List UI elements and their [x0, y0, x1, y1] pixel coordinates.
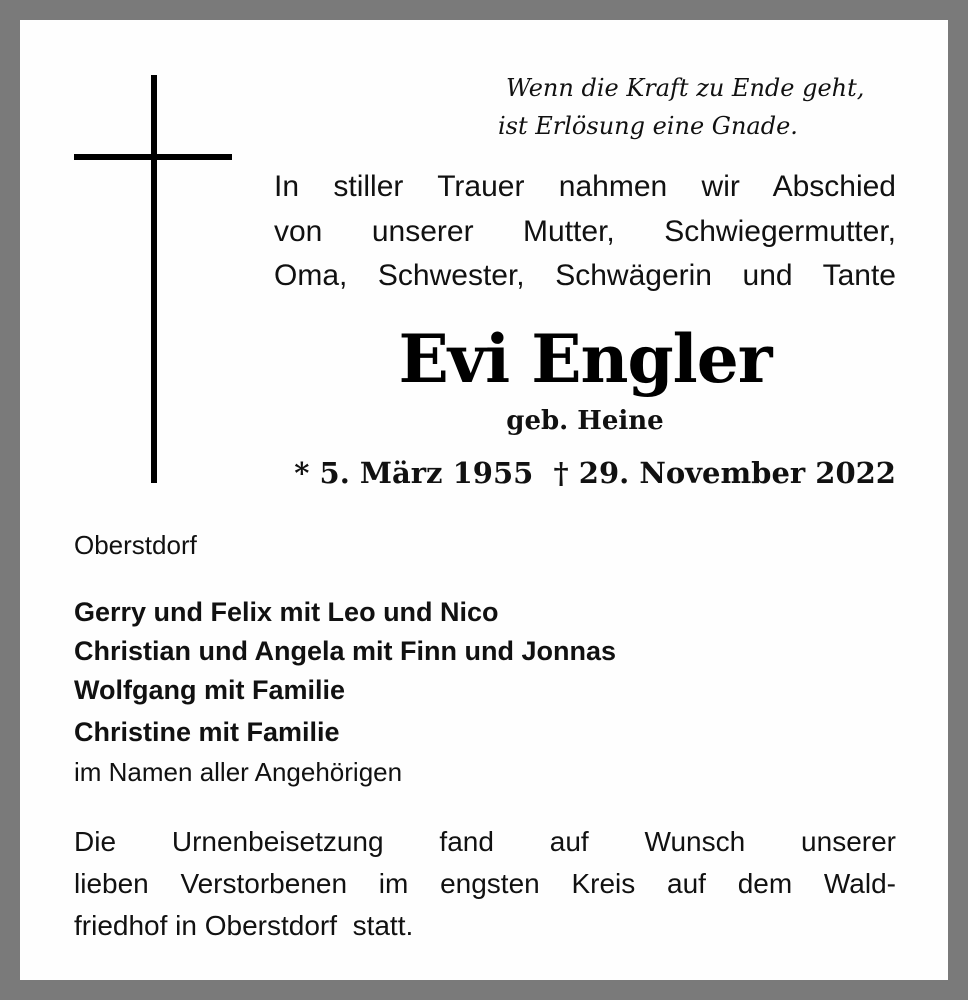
on-behalf-line: im Namen aller Angehörigen	[74, 757, 403, 787]
intro-line-2: von unserer Mutter, Schwiegermutter,	[274, 215, 896, 248]
life-dates: * 5. März 1955 † 29. November 2022	[294, 456, 896, 490]
mourner-line: Christine mit Familie	[74, 717, 340, 747]
motto-line-1: Wenn die Kraft zu Ende geht,	[506, 74, 865, 102]
deceased-name: Evi Engler	[398, 320, 772, 398]
burial-notice-line-1: Die Urnenbeisetzung fand auf Wunsch unserer	[74, 826, 896, 857]
obituary-card	[20, 20, 948, 980]
place: Oberstdorf	[74, 530, 197, 560]
cross-icon	[151, 75, 157, 483]
burial-notice-line-3: friedhof in Oberstdorf statt.	[74, 910, 414, 941]
birth-name: geb. Heine	[506, 406, 664, 436]
cross-icon-bar	[74, 154, 232, 160]
mourner-line: Wolfgang mit Familie	[74, 675, 346, 705]
intro-line-3: Oma, Schwester, Schwägerin und Tante	[274, 259, 896, 292]
mourner-line: Gerry und Felix mit Leo und Nico	[74, 597, 499, 627]
burial-notice-line-2: lieben Verstorbenen im engsten Kreis auf dem Wald-	[74, 868, 896, 899]
motto-line-2: ist Erlösung eine Gnade.	[498, 112, 798, 140]
mourner-line: Christian und Angela mit Finn und Jonnas	[74, 636, 617, 666]
intro-line-1: In stiller Trauer nahmen wir Abschied	[274, 170, 896, 203]
